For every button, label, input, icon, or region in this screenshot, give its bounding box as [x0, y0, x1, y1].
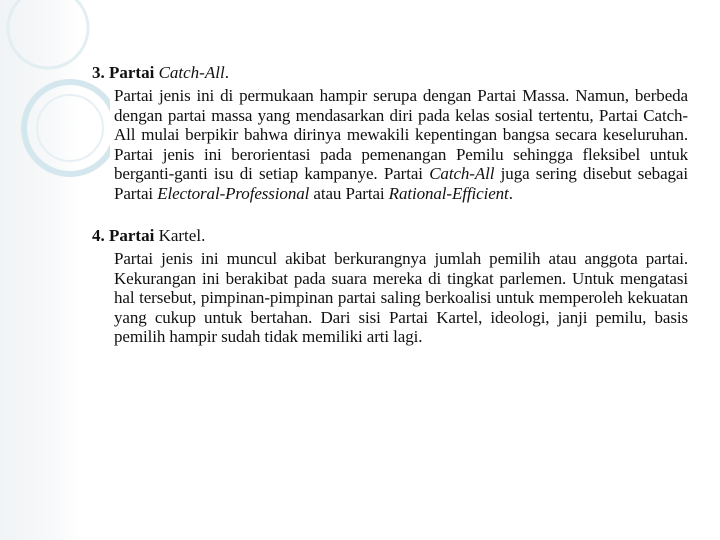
section-3-paragraph: [114, 86, 688, 203]
section-3-text-4: .: [508, 183, 513, 203]
section-3-period: .: [224, 63, 229, 82]
section-3-number: 3.: [92, 63, 105, 82]
section-catch-all: [92, 62, 688, 203]
section-3-word: Partai: [109, 63, 155, 82]
section-3-name: Catch-All: [158, 63, 225, 82]
section-4-heading: [92, 225, 688, 246]
section-3-text-1: Partai jenis ini di permukaan hampir serupa dengan Partai Massa. Namun, berbeda dengan partai massa yang mendasarkan diri pada kelas sosial tertentu, Partai Catch-All mulai berpikir bahwa dirinya mewakili kepentingan bangsa secara keseluruhan. Partai jenis ini berorientasi pada pemenangan Pemilu sehingga fleksibel untuk berganti-ganti isu di setiap kampanye. Partai: [114, 86, 688, 183]
section-4-name: Kartel: [158, 226, 202, 245]
section-4-period: .: [201, 226, 206, 245]
section-3-heading: [92, 62, 688, 83]
slide-content: [92, 62, 688, 369]
section-kartel: [92, 225, 688, 347]
deco-arc-outer: [8, 0, 88, 68]
section-3-italic-1: Catch-All: [429, 164, 495, 183]
section-3-text-3: atau Partai: [309, 183, 389, 203]
section-4-number: 4.: [92, 226, 105, 245]
section-3-italic-2: Electoral-Professional: [157, 183, 310, 203]
section-3-italic-3: Rational-Efficient: [388, 183, 509, 203]
section-3-text-2: juga sering disebut sebagai Partai: [114, 164, 688, 203]
section-4-word: Partai: [109, 226, 155, 245]
section-4-paragraph: Partai jenis ini muncul akibat berkurangnya jumlah pemilih atau anggota partai. Kekurangan ini berakibat pada suara mereka di tingkat parlemen. Untuk mengatasi hal tersebut, pimpinan-pimpinan partai saling berkoalisi untuk memperoleh kekuatan yang cukup untuk bertahan. Dari sisi Partai Kartel, ideologi, janji pemilu, basis pemilih hampir sudah tidak memiliki arti lagi.: [114, 249, 688, 346]
